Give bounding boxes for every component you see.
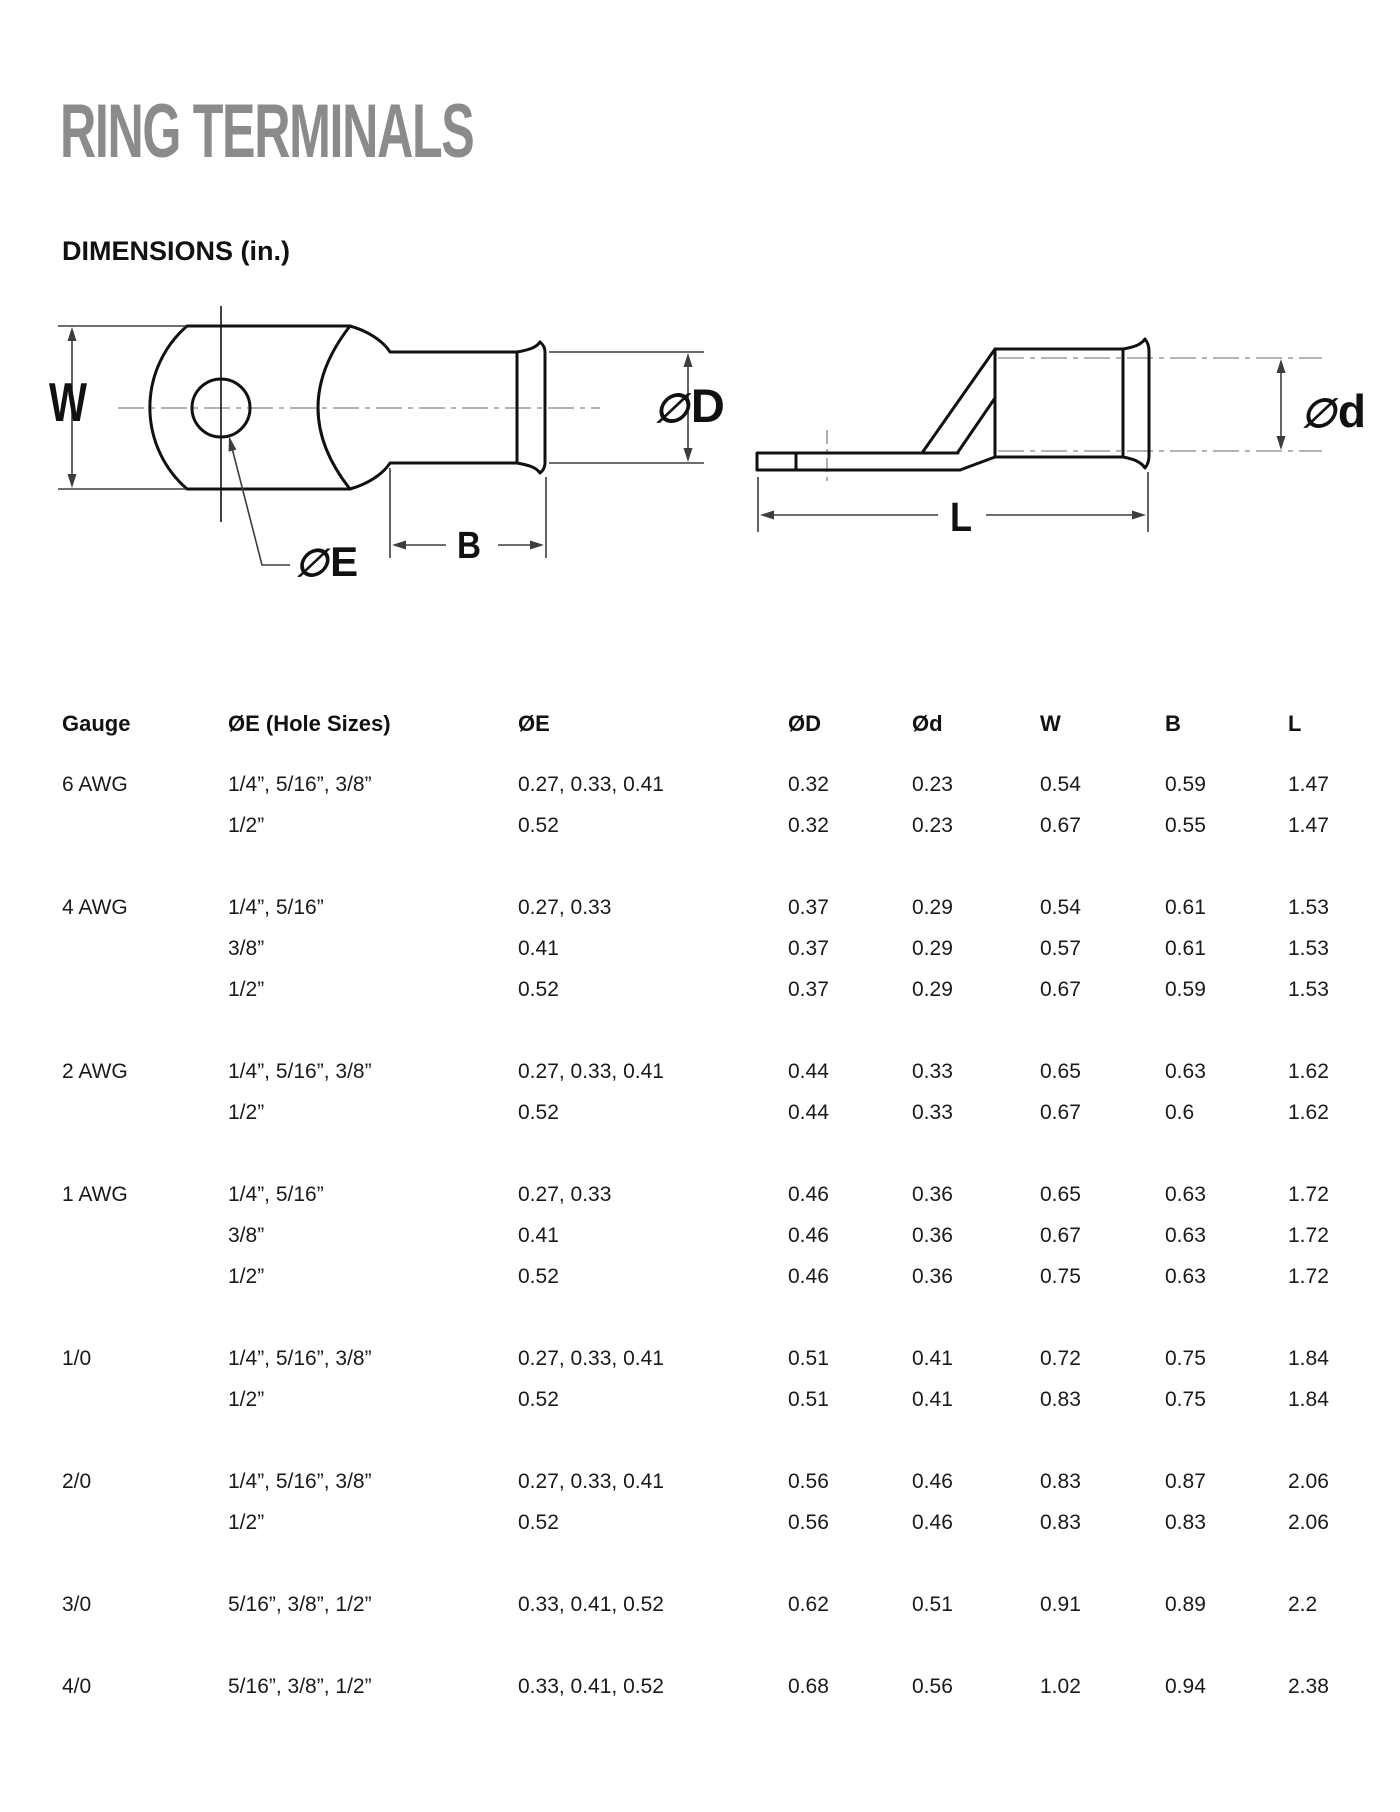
dimension-diagrams xyxy=(0,0,1400,620)
cell-value: 0.27, 0.33, 0.41 xyxy=(518,1060,664,1083)
cell-value: 0.41 xyxy=(518,1224,559,1247)
dimension-B xyxy=(390,468,546,567)
cell-value: 0.83 xyxy=(1040,1388,1081,1411)
cell-value: 0.41 xyxy=(912,1388,953,1411)
label-OD: ∅D xyxy=(654,379,725,432)
cell-value: 0.27, 0.33, 0.41 xyxy=(518,1470,664,1493)
cell-value: 0.6 xyxy=(1165,1101,1195,1124)
cell-value: 1/2” xyxy=(228,1511,265,1534)
cell-value: 5/16”, 3/8”, 1/2” xyxy=(228,1675,372,1698)
label-L: L xyxy=(950,494,972,540)
cell-value: 1/4”, 5/16” xyxy=(228,1183,324,1206)
cell-value: 0.46 xyxy=(912,1470,953,1493)
cell-value: 0.75 xyxy=(1165,1347,1206,1370)
cell-value: 0.27, 0.33 xyxy=(518,896,612,919)
cell-value: 0.51 xyxy=(788,1388,829,1411)
cell-value: 2.38 xyxy=(1288,1675,1329,1698)
cell-value: 0.54 xyxy=(1040,896,1081,919)
cell-value: 0.63 xyxy=(1165,1265,1206,1288)
cell-value: 0.75 xyxy=(1165,1388,1206,1411)
cell-value: 0.36 xyxy=(912,1183,953,1206)
cell-value: 1.72 xyxy=(1288,1224,1329,1247)
label-OE: ∅E xyxy=(295,538,359,585)
cell-value: 1.62 xyxy=(1288,1101,1329,1124)
cell-value: 0.87 xyxy=(1165,1470,1206,1493)
table-row xyxy=(0,1593,1400,1625)
cell-value: 0.37 xyxy=(788,937,829,960)
col-header-od-small: Ød xyxy=(912,711,943,736)
table-row xyxy=(0,1224,1400,1256)
cell-value: 0.52 xyxy=(518,978,559,1001)
cell-value: 0.27, 0.33, 0.41 xyxy=(518,1347,664,1370)
cell-value: 0.41 xyxy=(912,1347,953,1370)
table-row xyxy=(0,1101,1400,1133)
cell-value: 1.53 xyxy=(1288,937,1329,960)
cell-value: 0.51 xyxy=(912,1593,953,1616)
cell-gauge: 1 AWG xyxy=(62,1183,128,1206)
cell-value: 0.29 xyxy=(912,896,953,919)
cell-value: 1/4”, 5/16”, 3/8” xyxy=(228,1347,372,1370)
cell-value: 0.32 xyxy=(788,814,829,837)
col-header-l: L xyxy=(1288,711,1302,736)
cell-value: 0.41 xyxy=(518,937,559,960)
cell-value: 0.44 xyxy=(788,1101,829,1124)
cell-value: 0.46 xyxy=(788,1183,829,1206)
cell-value: 1.72 xyxy=(1288,1265,1329,1288)
cell-value: 0.63 xyxy=(1165,1183,1206,1206)
cell-value: 0.72 xyxy=(1040,1347,1081,1370)
dimension-Od xyxy=(1277,359,1366,450)
cell-value: 1/2” xyxy=(228,814,265,837)
cell-value: 0.52 xyxy=(518,1101,559,1124)
cell-value: 0.57 xyxy=(1040,937,1081,960)
cell-value: 0.27, 0.33, 0.41 xyxy=(518,773,664,796)
cell-value: 0.65 xyxy=(1040,1060,1081,1083)
cell-value: 0.46 xyxy=(788,1224,829,1247)
cell-value: 0.83 xyxy=(1040,1470,1081,1493)
cell-value: 0.52 xyxy=(518,814,559,837)
cell-value: 1.84 xyxy=(1288,1347,1329,1370)
cell-value: 0.63 xyxy=(1165,1224,1206,1247)
cell-value: 0.63 xyxy=(1165,1060,1206,1083)
cell-value: 1.47 xyxy=(1288,773,1329,796)
cell-value: 1.47 xyxy=(1288,814,1329,837)
cell-value: 0.23 xyxy=(912,814,953,837)
cell-value: 0.33 xyxy=(912,1101,953,1124)
cell-value: 1/4”, 5/16” xyxy=(228,896,324,919)
cell-value: 0.67 xyxy=(1040,1101,1081,1124)
leader-OE xyxy=(229,436,359,585)
cell-value: 2.2 xyxy=(1288,1593,1318,1616)
table-header-row xyxy=(0,711,1400,743)
table-row xyxy=(0,896,1400,928)
section-heading-dimensions: DIMENSIONS (in.) xyxy=(62,236,290,266)
cell-value: 0.36 xyxy=(912,1265,953,1288)
table-row xyxy=(0,1183,1400,1215)
cell-value: 0.37 xyxy=(788,978,829,1001)
cell-value: 0.56 xyxy=(788,1470,829,1493)
cell-value: 0.27, 0.33 xyxy=(518,1183,612,1206)
cell-value: 0.37 xyxy=(788,896,829,919)
cell-gauge: 2/0 xyxy=(62,1470,92,1493)
cell-value: 1.53 xyxy=(1288,978,1329,1001)
cell-value: 1/2” xyxy=(228,1101,265,1124)
table-row xyxy=(0,937,1400,969)
cell-value: 0.44 xyxy=(788,1060,829,1083)
cell-value: 0.29 xyxy=(912,937,953,960)
cell-value: 0.67 xyxy=(1040,1224,1081,1247)
cell-value: 0.54 xyxy=(1040,773,1081,796)
table-row xyxy=(0,1265,1400,1297)
cell-value: 0.68 xyxy=(788,1675,829,1698)
cell-value: 0.62 xyxy=(788,1593,829,1616)
cell-value: 0.61 xyxy=(1165,896,1206,919)
col-header-od: ØD xyxy=(788,711,821,736)
cell-gauge: 1/0 xyxy=(62,1347,92,1370)
cell-value: 0.56 xyxy=(788,1511,829,1534)
dimension-L xyxy=(758,472,1148,540)
cell-value: 0.59 xyxy=(1165,978,1206,1001)
cell-value: 0.91 xyxy=(1040,1593,1081,1616)
top-view-diagram xyxy=(49,306,725,585)
table-row xyxy=(0,1060,1400,1092)
col-header-b: B xyxy=(1165,711,1181,736)
cell-value: 0.52 xyxy=(518,1265,559,1288)
col-header-oe: ØE xyxy=(518,711,550,736)
cell-value: 0.23 xyxy=(912,773,953,796)
cell-gauge: 2 AWG xyxy=(62,1060,128,1083)
dimension-OD xyxy=(549,352,725,463)
cell-value: 0.75 xyxy=(1040,1265,1081,1288)
cell-value: 2.06 xyxy=(1288,1511,1329,1534)
cell-value: 0.67 xyxy=(1040,814,1081,837)
cell-value: 0.33, 0.41, 0.52 xyxy=(518,1593,664,1616)
cell-value: 0.52 xyxy=(518,1511,559,1534)
cell-value: 5/16”, 3/8”, 1/2” xyxy=(228,1593,372,1616)
cell-value: 0.83 xyxy=(1165,1511,1206,1534)
table-row xyxy=(0,1347,1400,1379)
cell-gauge: 4/0 xyxy=(62,1675,92,1698)
cell-value: 0.36 xyxy=(912,1224,953,1247)
cell-value: 0.51 xyxy=(788,1347,829,1370)
cell-value: 0.65 xyxy=(1040,1183,1081,1206)
cell-value: 0.59 xyxy=(1165,773,1206,796)
cell-value: 1/4”, 5/16”, 3/8” xyxy=(228,1060,372,1083)
col-header-hole-sizes: ØE (Hole Sizes) xyxy=(228,711,391,736)
cell-value: 0.33 xyxy=(912,1060,953,1083)
cell-value: 1/4”, 5/16”, 3/8” xyxy=(228,773,372,796)
cell-value: 0.55 xyxy=(1165,814,1206,837)
col-header-w: W xyxy=(1040,711,1061,736)
cell-gauge: 6 AWG xyxy=(62,773,128,796)
table-row xyxy=(0,1388,1400,1420)
table-row xyxy=(0,773,1400,805)
side-view-diagram xyxy=(757,339,1366,540)
cell-value: 1.62 xyxy=(1288,1060,1329,1083)
cell-value: 0.52 xyxy=(518,1388,559,1411)
cell-value: 0.32 xyxy=(788,773,829,796)
cell-value: 3/8” xyxy=(228,1224,265,1247)
table-row xyxy=(0,1511,1400,1543)
cell-value: 0.33, 0.41, 0.52 xyxy=(518,1675,664,1698)
cell-value: 1/2” xyxy=(228,1388,265,1411)
cell-value: 3/8” xyxy=(228,937,265,960)
cell-value: 0.89 xyxy=(1165,1593,1206,1616)
cell-value: 1/2” xyxy=(228,1265,265,1288)
cell-value: 0.67 xyxy=(1040,978,1081,1001)
page-title: RING TERMINALS xyxy=(60,89,474,174)
col-header-gauge: Gauge xyxy=(62,711,131,736)
cell-value: 0.46 xyxy=(912,1511,953,1534)
cell-value: 0.46 xyxy=(788,1265,829,1288)
cell-value: 0.56 xyxy=(912,1675,953,1698)
cell-value: 0.83 xyxy=(1040,1511,1081,1534)
table-row xyxy=(0,1470,1400,1502)
table-row xyxy=(0,1675,1400,1707)
label-B: B xyxy=(457,525,481,567)
cell-gauge: 4 AWG xyxy=(62,896,128,919)
cell-value: 2.06 xyxy=(1288,1470,1329,1493)
cell-value: 1.84 xyxy=(1288,1388,1329,1411)
cell-gauge: 3/0 xyxy=(62,1593,92,1616)
table-row xyxy=(0,814,1400,846)
cell-value: 1/2” xyxy=(228,978,265,1001)
cell-value: 1.53 xyxy=(1288,896,1329,919)
cell-value: 0.61 xyxy=(1165,937,1206,960)
label-Od: ∅d xyxy=(1301,385,1366,437)
cell-value: 1/4”, 5/16”, 3/8” xyxy=(228,1470,372,1493)
cell-value: 0.29 xyxy=(912,978,953,1001)
label-W: W xyxy=(49,371,88,433)
cell-value: 0.94 xyxy=(1165,1675,1206,1698)
cell-value: 1.72 xyxy=(1288,1183,1329,1206)
table-row xyxy=(0,978,1400,1010)
cell-value: 1.02 xyxy=(1040,1675,1081,1698)
